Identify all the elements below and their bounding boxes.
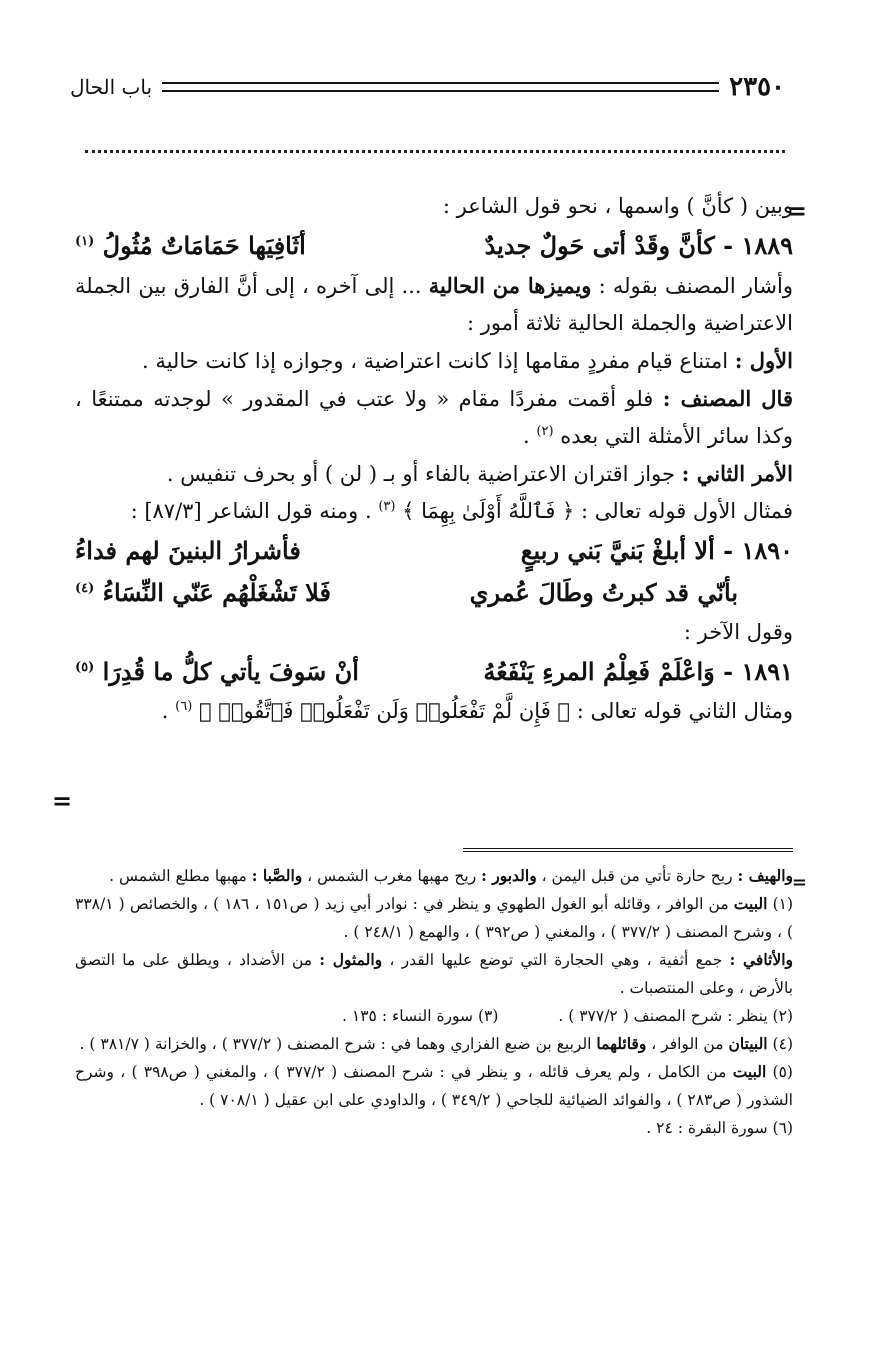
verse-1889-second-text: أثَافِيَها حَمَامَاتٌ مُثُولُ: [102, 231, 306, 260]
footnote-ref-4: (٤): [75, 581, 95, 596]
paragraph-example-1: [75, 493, 793, 530]
footnote-1: [75, 890, 793, 946]
main-text: [75, 188, 793, 730]
footnote-continuation: [75, 862, 793, 890]
footnote-4: [75, 1030, 793, 1058]
footnote-4-number: (٤): [772, 1035, 793, 1053]
footnote-4-text-1: من الوافر ،: [646, 1035, 729, 1053]
term-muthul-text: من الأضداد ، ويطلق على ما التصق بالأرض ، وعلى المنتصبات .: [75, 951, 793, 997]
footnote-2: (٢) ينظر : شرح المصنف ( ٣٧٧/٢ ) .: [558, 1007, 793, 1025]
chapter-title: باب الحال: [70, 75, 153, 99]
quoted-phrase: ويميزها من الحالية: [428, 273, 592, 298]
footnote-1-number: (١): [772, 895, 794, 913]
footnote-5: [75, 1058, 793, 1114]
paragraph-second-point: [75, 455, 793, 493]
footnotes: [75, 862, 793, 1142]
other-intro-line: وقول الآخر :: [683, 620, 793, 644]
verse-1891-second-text: أنْ سَوفَ يأتي كلُّ ما قُدِرَا: [102, 657, 359, 686]
paragraph-example-2: [75, 693, 793, 730]
page-header: [70, 70, 785, 104]
author-text: فلو أقمت مفردًا مقام « ولا عتب في المقدور » لوجدته ممتنعًا ، وكذا سائر الأمثلة التي بعده: [75, 387, 793, 448]
footnote-3: (٣) سورة النساء : ١٣٥ .: [342, 1007, 499, 1025]
verse-1889-second-hemistich: [75, 225, 306, 267]
paragraph-distinction: [75, 267, 793, 342]
term-athafi-text: جمع أثفية ، وهي الحجارة التي توضع عليها القدر ،: [382, 951, 730, 969]
continuation-mark-top: =: [786, 196, 807, 225]
second-text: جواز اقتران الاعتراضية بالفاء أو بـ ( لن ) أو بحرف تنفيس .: [166, 462, 682, 486]
term-dabur: والدبور :: [481, 866, 537, 885]
verse-1891: [75, 651, 793, 693]
verse-1889-first-hemistich: ١٨٨٩ - كأنَّ وقَدْ أتى حَولٌ جديدٌ: [484, 231, 793, 260]
author-label: قال المصنف :: [662, 386, 793, 411]
verse-1890-line-2: [75, 572, 793, 614]
example-1-text: فمثال الأول قوله تعالى : ﴿ فَٱللَّهُ أَوْلَىٰ بِهِمَا ﴾: [395, 499, 793, 523]
verse-1890-l1-second: فأشرارُ البنينَ لهم فداءُ: [75, 536, 301, 565]
footnote-1-glossary: [75, 946, 793, 1002]
continuation-mark-footnote: =: [791, 872, 807, 893]
footnote-4-text-2: الربيع بن ضبع الفزاري وهما في : شرح المصنف ( ٣٧٧/٢ ) ، والخزانة ( ٣٨١/٧ ) .: [79, 1035, 597, 1053]
term-hayf: والهيف :: [737, 866, 793, 885]
verse-1889: [75, 225, 793, 267]
verse-1891-first-hemistich: ١٨٩١ - وَاعْلَمْ فَعِلْمُ المرءِ يَنْفَعُهُ: [483, 657, 793, 686]
intro-line: وبين ( كأنَّ ) واسمها ، نحو قول الشاعر :: [442, 194, 793, 218]
second-label: الأمر الثاني :: [681, 461, 793, 486]
footnote-ref-2: (٢): [536, 424, 554, 439]
term-saba: والصَّبا :: [251, 866, 303, 885]
first-text: امتناع قيام مفردٍ مقامها إذا كانت اعتراضية ، وجوازه إذا كانت حالية .: [141, 349, 735, 373]
term-muthul: والمثول :: [319, 950, 383, 969]
paragraph-lead: وأشار المصنف بقوله :: [591, 274, 793, 298]
footnote-ref-6: (٦): [175, 699, 193, 714]
footnote-4-bold-1: البيتان: [728, 1034, 768, 1053]
footnote-5-text: من الكامل ، ولم يعرف قائله ، و ينظر في : شرح المصنف ( ٣٧٧/٢ ) ، والمغني ( ص٣٩٨ ) ، وشرح الشذور ( ص٢٨٣ ) ، والفوائد الضيائية للجاحي ( ٣٤٩/٢ ) ، والداودي على ابن عقيل ( ٧٠٨/١ ) .: [75, 1063, 793, 1109]
paragraph-first-point: [75, 342, 793, 380]
verse-1890-l2-second-text: فَلا تَشْغَلْهُم عَنّي النِّسَاءُ: [102, 578, 331, 607]
footnote-1-text: من الوافر ، وقائله أبو الغول الطهوي و ينظر في : نوادر أبي زيد ( ص١٥١ ، ١٨٦ ) ، والخصائص ( ٣٣٨/١ ) ، وشرح المصنف ( ٣٧٧/٢ ) ، والمغني ( ص٣٩٢ ) ، والهمع ( ٢٤٨/١ ) .: [75, 895, 793, 941]
footnote-ref-5: (٥): [75, 660, 95, 675]
term-athafi: والأثافي :: [729, 950, 793, 969]
footnote-1-bold: البيت: [733, 894, 768, 913]
term-hayf-text: ريح حارة تأتي من قبل اليمن ،: [536, 867, 738, 885]
page-number: ٢٣٥٠: [729, 72, 785, 102]
paragraph-author-note: قال المصنف : فلو أقمت مفردًا مقام « ولا عتب في المقدور » لوجدته ممتنعًا ، وكذا سائر الأمثلة التي بعده $^{(٢)}$ .: [75, 386, 793, 448]
verse-1891-second-hemistich: [75, 651, 359, 693]
continuation-mark-middle: =: [52, 786, 73, 815]
verse-1890-l2-second: [75, 572, 331, 614]
footnotes-2-3: [75, 1002, 793, 1030]
footnote-4-bold-2: وقائلهما: [596, 1034, 647, 1053]
header-double-rule: [162, 82, 719, 92]
footnote-ref-1: (١): [75, 234, 95, 249]
dotted-separator: [85, 150, 785, 153]
footnote-5-bold: البيت: [732, 1062, 767, 1081]
footnote-ref-3: (٣): [378, 499, 396, 514]
first-label: الأول :: [734, 348, 793, 373]
footnote-6: (٦) سورة البقرة : ٢٤ .: [646, 1119, 793, 1137]
verse-1890-line-1: [75, 530, 793, 572]
footnote-separator: [463, 848, 793, 852]
term-saba-text: مهبها مطلع الشمس .: [109, 867, 252, 885]
verse-1890-l2-first: بأنّي قد كبرتُ وطَالَ عُمري: [469, 578, 738, 607]
example-2-text: ومثال الثاني قوله تعالى : ﴿ فَإِن لَّمْ تَفْعَلُوا۟ وَلَن تَفْعَلُوا۟ فَٱتَّقُوا۟ ﴾: [192, 699, 793, 723]
footnote-5-number: (٥): [772, 1063, 793, 1081]
example-1-rest: . ومنه قول الشاعر [٨٧/٣] :: [130, 499, 379, 523]
paragraph-rest: ... إلى آخره ، إلى أنَّ الفارق بين الجملة الاعتراضية والجملة الحالية ثلاثة أمور :: [75, 274, 793, 335]
example-2-end: .: [161, 699, 176, 723]
term-dabur-text: ريح مهبها مغرب الشمس ،: [302, 867, 482, 885]
verse-1890-l1-first: ١٨٩٠ - ألا أبلغْ بَنيَّ بَني ربيعٍ: [520, 536, 793, 565]
